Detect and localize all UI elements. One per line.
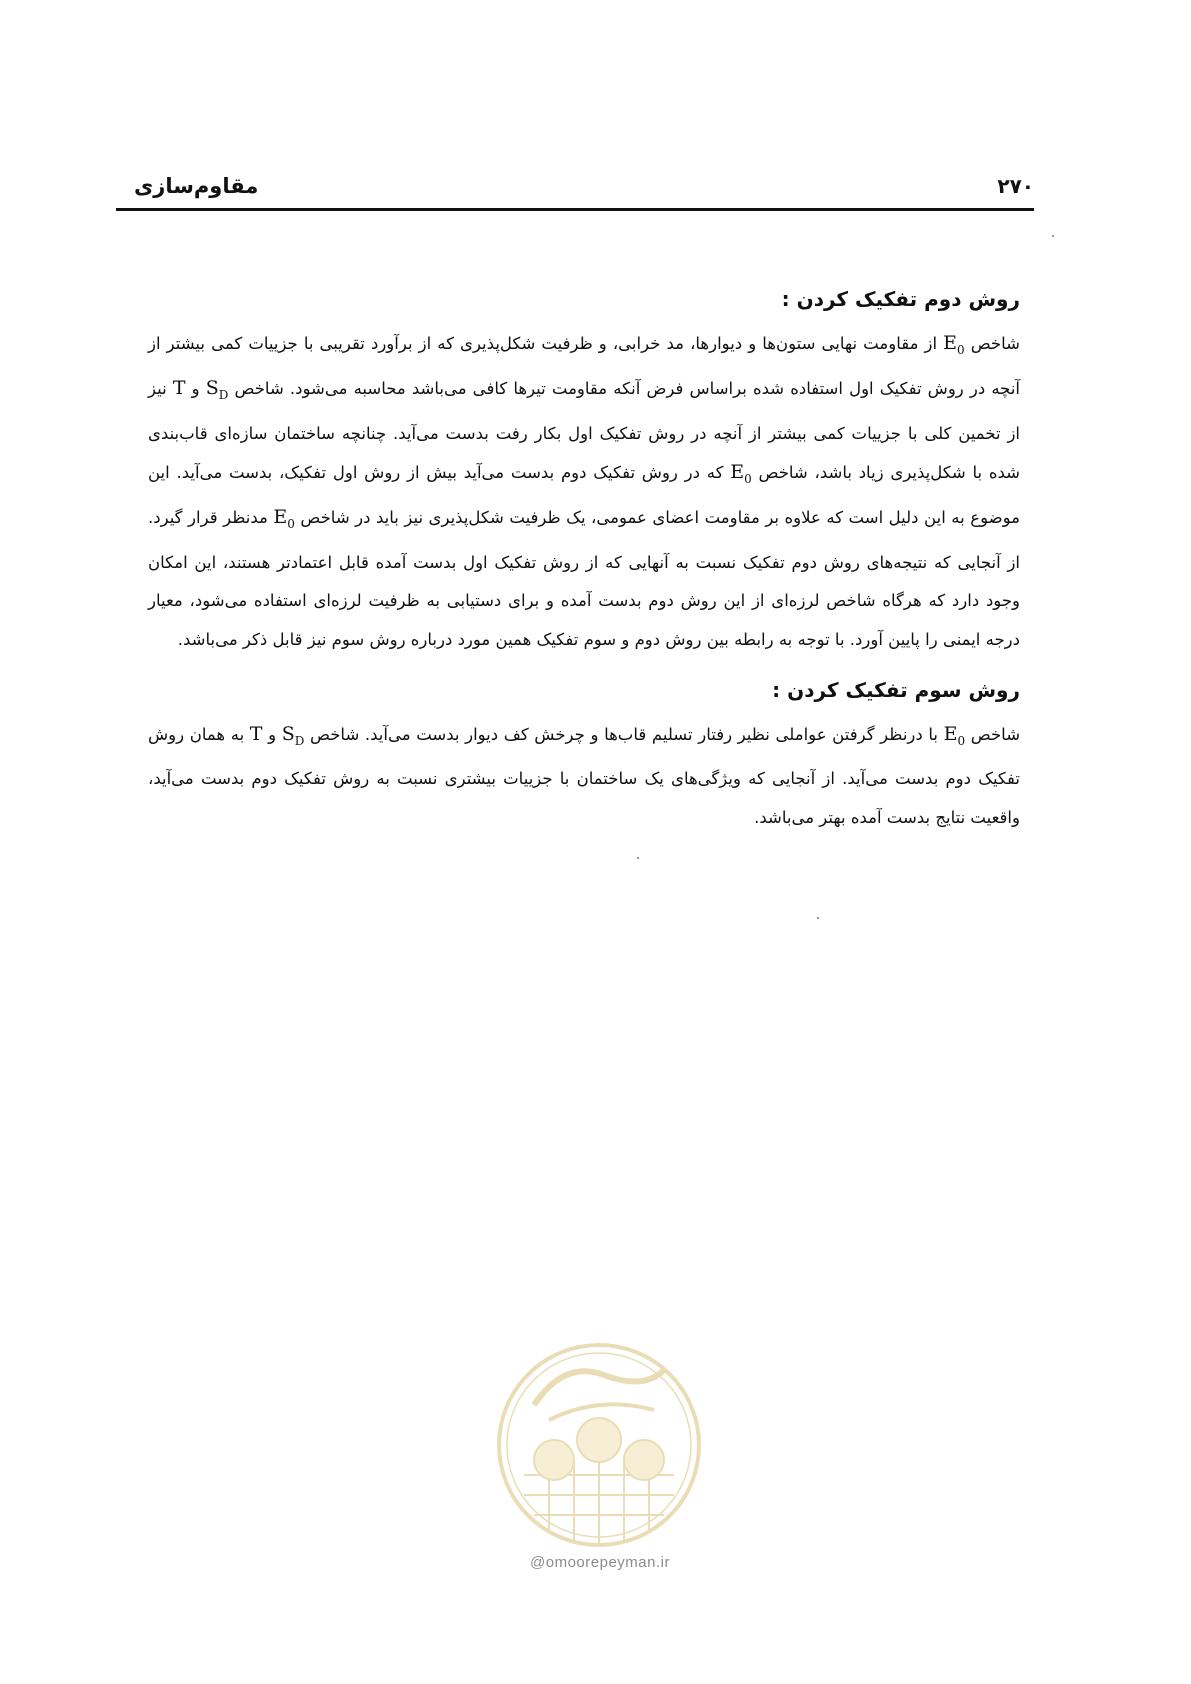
- math-symbol-base: E: [943, 332, 957, 354]
- paragraph-text: نیز از تخمین کلی با جزییات کمی بیشتر از آنچه در روش تفکیک اول بکار رفت بدست می‌آید. چنانچه ساختمان سازه‌ای قاب‌بندی شده با شکل‌پذیری زیاد باشد، شاخص: [148, 379, 1020, 483]
- math-symbol: [943, 332, 965, 357]
- math-symbol-base: E: [273, 506, 288, 529]
- paragraph-text: شاخص: [965, 725, 1021, 745]
- math-symbol: [173, 377, 186, 399]
- math-symbol-base: T: [172, 377, 186, 400]
- page-header: [116, 170, 1034, 216]
- section-third-method: [148, 671, 1020, 837]
- running-title: مقاوم‌سازی: [134, 174, 259, 198]
- math-symbol-base: T: [249, 723, 263, 746]
- math-symbol: [205, 377, 229, 403]
- page-body: [148, 280, 1020, 849]
- math-symbol-subscript: D: [294, 733, 305, 748]
- paragraph-text: به همان روش تفکیک دوم بدست می‌آید. از آنجایی که ویژگی‌های یک ساختمان با جزییات بیشتری نسبت به روش تفکیک دوم بدست می‌آید، واقعیت نتایج بدست آمده بهتر می‌باشد.: [148, 725, 1020, 827]
- section-title: روش سوم تفکیک کردن :: [772, 678, 1020, 703]
- paragraph-text: با درنظر گرفتن عواملی نظیر رفتار تسلیم قاب‌ها و چرخش کف دیوار بدست می‌آید. شاخص: [304, 725, 944, 745]
- section-paragraph: [148, 715, 1020, 837]
- math-symbol: [943, 723, 966, 748]
- math-symbol: [273, 506, 295, 532]
- section-paragraph: [148, 324, 1020, 659]
- math-symbol: [250, 723, 263, 745]
- math-symbol-subscript: 0: [744, 471, 752, 486]
- math-symbol-subscript: 0: [957, 733, 966, 748]
- scan-speck: [817, 917, 819, 919]
- paragraph-text: و: [262, 725, 282, 745]
- paragraph-text: مدنظر قرار گیرد. از آنجایی که نتیجه‌های روش دوم تفکیک نسبت به آنهایی که از روش تفکیک اول بدست آمده قابل اعتمادتر هستند، این امکان وجود دارد که هرگاه شاخص لرزه‌ای از این روش دوم بدست آمده و برای دستیابی به ظرفیت لرزه‌ای استفاده می‌شود، معیار درجه ایمنی را پایین آورد. با توجه به رابطه بین روش دوم و سوم تفکیک همین مورد درباره روش سوم نیز قابل ذکر می‌باشد.: [148, 508, 1020, 649]
- math-symbol-subscript: 0: [287, 517, 295, 532]
- scan-speck: [637, 857, 639, 859]
- paragraph-text: و: [185, 379, 206, 399]
- paragraph-text: شاخص: [964, 334, 1020, 353]
- math-symbol: [281, 723, 305, 748]
- section-title: روش دوم تفکیک کردن :: [781, 287, 1020, 311]
- scan-speck: [1052, 235, 1054, 237]
- math-symbol: [730, 461, 752, 486]
- math-symbol-base: E: [943, 723, 958, 746]
- math-symbol-base: S: [205, 377, 219, 400]
- section-second-method: [148, 280, 1020, 659]
- math-symbol-base: E: [730, 461, 745, 484]
- header-rule: [116, 208, 1034, 211]
- math-symbol-subscript: 0: [957, 342, 965, 357]
- math-symbol-subscript: D: [218, 388, 229, 403]
- page-number: ۲۷۰: [997, 174, 1034, 198]
- watermark-url: @omoorepeyman.ir: [530, 1554, 670, 1571]
- paragraph-text: از مقاومت نهایی ستون‌ها و دیوارها، مد خرابی، و ظرفیت شکل‌پذیری که از برآورد تقریبی با جزییات کمی بیشتر از آنچه در روش تفکیک اول استفاده شده براساس فرض آنکه مقاومت تیرها کافی می‌باشد محاسبه می‌شود. شاخص: [148, 334, 1020, 399]
- paragraph-text: که در روش تفکیک دوم بدست می‌آید بیش از روش اول تفکیک، بدست می‌آید. این موضوع به این دلیل است که علاوه بر مقاومت اعضای عمومی، یک ظرفیت شکل‌پذیری نیز باید در شاخص: [148, 463, 1020, 528]
- math-symbol-base: S: [281, 723, 295, 746]
